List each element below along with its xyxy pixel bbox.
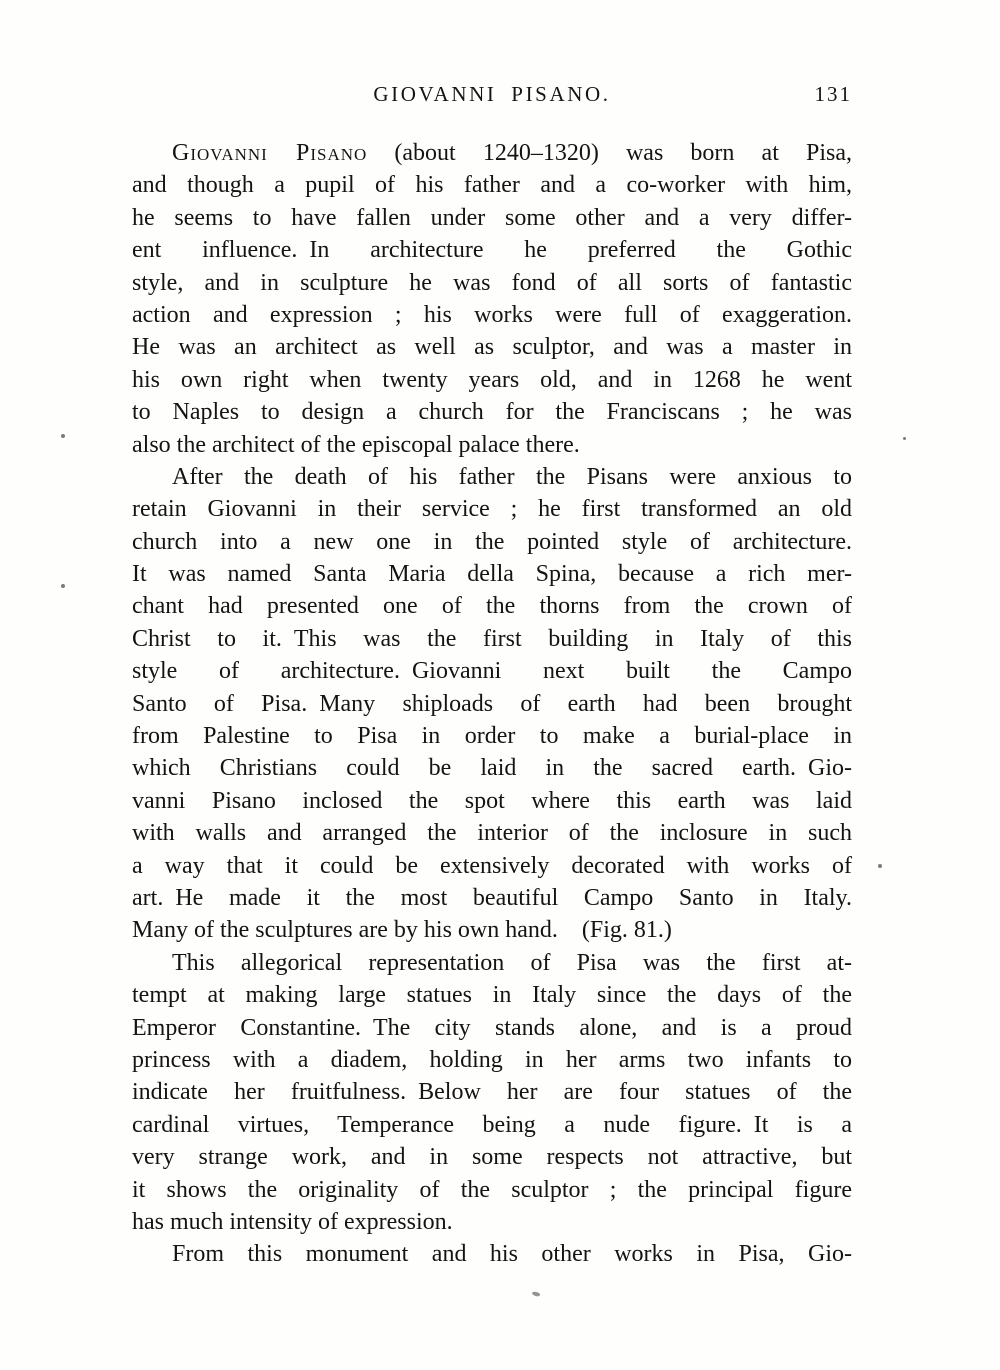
- text-line: chant had presented one of the thorns from the crown of: [132, 593, 852, 620]
- text-line: it shows the originality of the sculptor ; the principal figure: [132, 1176, 852, 1203]
- scan-speck: [878, 864, 882, 868]
- text-line: very strange work, and in some respects not attractive, but: [132, 1144, 852, 1171]
- page-number: 131: [814, 82, 852, 106]
- text-block: [132, 137, 852, 1271]
- text-line: retain Giovanni in their service ; he first transformed an old: [132, 496, 852, 523]
- text-line: After the death of his father the Pisans were anxious to: [172, 463, 852, 490]
- text-line: ent influence. In architecture he preferred the Gothic: [132, 237, 852, 264]
- small-caps-name: Giovanni Pisano: [172, 140, 368, 166]
- scan-speck: [61, 584, 65, 588]
- text-line: [132, 137, 852, 169]
- text-line: indicate her fruitfulness. Below her are four statues of the: [132, 1079, 852, 1106]
- text-line: This allegorical representation of Pisa was the first at-: [172, 949, 852, 976]
- text-line: art. He made it the most beautiful Campo Santo in Italy.: [132, 884, 852, 911]
- text-line: his own right when twenty years old, and in 1268 he went: [132, 366, 852, 393]
- text-line: vanni Pisano inclosed the spot where this earth was laid: [132, 787, 852, 814]
- text-line: style, and in sculpture he was fond of all sorts of fantastic: [132, 269, 852, 296]
- scan-speck: [903, 437, 906, 440]
- text-line: tempt at making large statues in Italy since the days of the: [132, 982, 852, 1009]
- scan-speck: [61, 434, 65, 438]
- text-line: with walls and arranged the interior of the inclosure in such: [132, 820, 852, 847]
- text-line: also the architect of the episcopal palace there.: [132, 431, 580, 458]
- text-line: church into a new one in the pointed style of architecture.: [132, 528, 852, 555]
- text-line: to Naples to design a church for the Franciscans ; he was: [132, 399, 852, 426]
- scan-speck: [532, 1291, 541, 1297]
- text-line: cardinal virtues, Temperance being a nude figure. It is a: [132, 1111, 852, 1138]
- text-line: Christ to it. This was the first building in Italy of this: [132, 625, 852, 652]
- text-line: has much intensity of expression.: [132, 1208, 453, 1235]
- text-line: from Palestine to Pisa in order to make a burial-place in: [132, 723, 852, 750]
- text-line: style of architecture. Giovanni next built the Campo: [132, 658, 852, 685]
- text-line: and though a pupil of his father and a co-worker with him,: [132, 172, 852, 199]
- text-segment: (about 1240–1320) was born at Pisa,: [367, 140, 852, 166]
- text-line: a way that it could be extensively decorated with works of: [132, 852, 852, 879]
- text-line: Santo of Pisa. Many shiploads of earth had been brought: [132, 690, 852, 717]
- text-line: Emperor Constantine. The city stands alone, and is a proud: [132, 1014, 852, 1041]
- text-line: He was an architect as well as sculptor, and was a master in: [132, 334, 852, 361]
- page-header: [132, 82, 852, 110]
- text-line: he seems to have fallen under some other and a very differ-: [132, 204, 852, 231]
- text-line: It was named Santa Maria della Spina, because a rich mer-: [132, 561, 852, 588]
- text-line: princess with a diadem, holding in her arms two infants to: [132, 1046, 852, 1073]
- text-line: which Christians could be laid in the sacred earth. Gio-: [132, 755, 852, 782]
- text-line: action and expression ; his works were full of exaggeration.: [132, 301, 852, 328]
- running-title: GIOVANNI PISANO.: [373, 82, 611, 106]
- text-line: Many of the sculptures are by his own hand. (Fig. 81.): [132, 917, 672, 944]
- text-line: From this monument and his other works in Pisa, Gio-: [172, 1241, 852, 1268]
